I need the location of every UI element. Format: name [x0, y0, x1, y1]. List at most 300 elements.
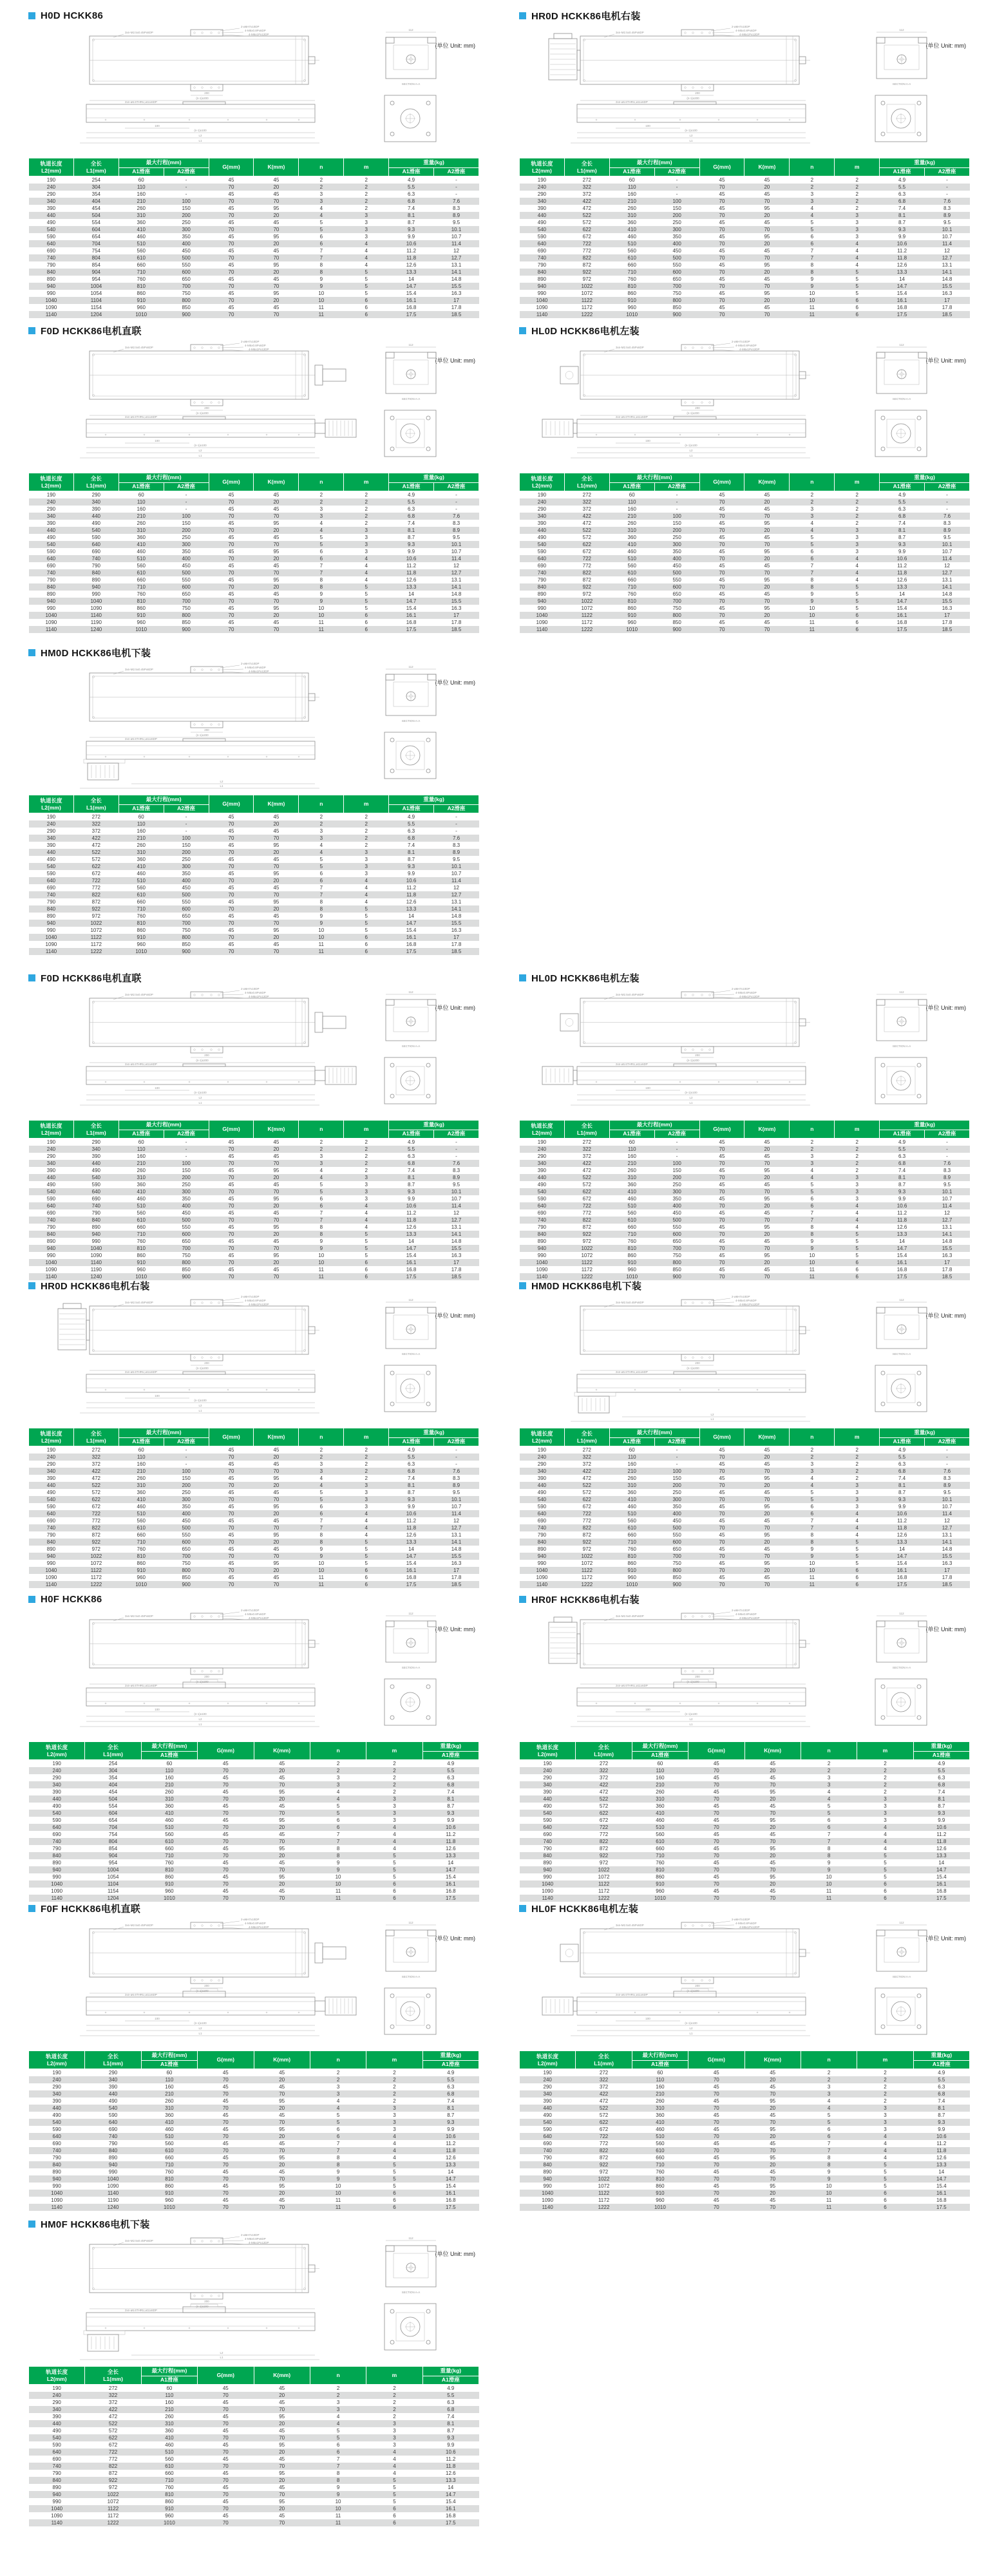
table-cell: 20 [744, 1824, 801, 1831]
table-cell: 400 [164, 1510, 209, 1517]
svg-text:L1: L1 [689, 1723, 693, 1726]
table-cell: 322 [73, 820, 119, 828]
table-cell: 790 [29, 2154, 85, 2161]
table-cell: 622 [564, 541, 609, 548]
table-cell: 1040 [73, 1245, 119, 1252]
table-cell: 70 [744, 1273, 790, 1280]
table-cell: 16.3 [925, 1252, 970, 1259]
table-cell: 4 [366, 2154, 422, 2161]
table-row [29, 534, 479, 541]
table-cell: 45 [198, 2427, 254, 2434]
table-cell: 45 [254, 1546, 299, 1553]
table-cell: 360 [141, 2112, 197, 2119]
table-row [520, 1202, 970, 1209]
technical-drawing [28, 2231, 479, 2363]
table-row [29, 2161, 479, 2168]
table-cell: 95 [254, 1873, 310, 1880]
table-cell: 990 [85, 2168, 141, 2175]
table-cell: 740 [29, 891, 74, 898]
svg-text:(n-1)x100: (n-1)x100 [194, 1712, 207, 1716]
table-cell: 3 [344, 863, 389, 870]
spec-table [519, 473, 970, 633]
table-cell: 11.2 [422, 1831, 479, 1838]
table-cell: 790 [520, 2154, 576, 2161]
table-cell: 95 [744, 1817, 801, 1824]
table-cell: 740 [85, 2133, 141, 2140]
table-cell: 8.7 [389, 856, 434, 863]
table-cell: 70 [254, 513, 299, 520]
svg-text:(n-1)x200: (n-1)x200 [687, 97, 699, 100]
table-cell: 45 [254, 1574, 299, 1581]
table-cell: 740 [520, 1217, 565, 1224]
table-cell: - [434, 813, 479, 821]
svg-text:2-ø6H7x10DP: 2-ø6H7x10DP [732, 340, 750, 343]
table-cell: 8 [299, 1531, 344, 1539]
table-cell: 17 [434, 1567, 479, 1574]
table-cell: 11.8 [880, 1524, 925, 1531]
table-cell: - [925, 1454, 970, 1461]
table-cell: 45 [254, 2168, 310, 2175]
table-cell: 100 [654, 198, 699, 205]
table-cell: 800 [654, 612, 699, 619]
table-cell: 1222 [564, 1273, 609, 1280]
table-cell: 45 [198, 2470, 254, 2477]
table-cell: 3 [299, 1153, 344, 1160]
table-cell: 70 [254, 1581, 299, 1588]
table-cell: 410 [632, 2119, 688, 2126]
table-cell: 790 [520, 576, 565, 583]
table-cell: 360 [119, 856, 164, 863]
table-cell: 1072 [576, 2183, 632, 2190]
table-row [29, 835, 479, 842]
section-header [519, 1902, 970, 1915]
svg-text:L2: L2 [198, 449, 202, 452]
table-cell: 14.7 [913, 1866, 969, 1873]
table-cell: 45 [744, 1238, 790, 1245]
table-cell: 2 [344, 1461, 389, 1468]
table-cell: 20 [254, 2392, 310, 2399]
table-row [520, 304, 970, 311]
table-cell: 360 [609, 534, 654, 541]
table-cell: 910 [141, 2505, 197, 2512]
table-cell: 20 [254, 555, 299, 562]
table-cell: 70 [198, 2463, 254, 2470]
table-cell: 7 [790, 254, 835, 261]
table-cell: 254 [73, 176, 119, 184]
table-cell: 12 [434, 884, 479, 891]
table-cell: 70 [699, 1245, 744, 1252]
table-cell: 5 [835, 1560, 880, 1567]
table-cell: 9.9 [389, 548, 434, 555]
table-cell: 45 [688, 1888, 744, 1895]
column-header: G(mm) [209, 158, 254, 176]
table-cell: 5 [835, 1245, 880, 1252]
table-cell: 45 [699, 176, 744, 184]
svg-text:4-M5x0.8Px6DP: 4-M5x0.8Px6DP [245, 1613, 266, 1616]
svg-text:(n-1)x200: (n-1)x200 [687, 1059, 699, 1062]
section-bullet-icon [28, 327, 35, 334]
table-row [520, 1553, 970, 1560]
table-cell: 1040 [29, 612, 74, 619]
table-cell: 5 [790, 219, 835, 226]
table-cell: 70 [198, 1810, 254, 1817]
table-cell: 2 [299, 1446, 344, 1454]
table-cell: 250 [654, 219, 699, 226]
table-cell: 11.8 [880, 569, 925, 576]
table-cell: 5 [857, 2175, 913, 2183]
table-cell: 3 [344, 1195, 389, 1202]
table-cell: 640 [29, 1824, 85, 1831]
table-cell: 210 [119, 835, 164, 842]
table-cell: 8 [801, 1852, 857, 1859]
column-header: m [344, 1428, 389, 1446]
table-row [29, 1266, 479, 1273]
table-cell: 790 [520, 1845, 576, 1852]
table-cell: 450 [164, 884, 209, 891]
table-cell: 150 [164, 1475, 209, 1482]
table-row [29, 612, 479, 619]
table-cell: 45 [744, 1774, 801, 1781]
table-cell: 822 [73, 891, 119, 898]
table-cell: 922 [564, 583, 609, 591]
table-cell: 5 [835, 583, 880, 591]
table-cell: 11 [299, 311, 344, 318]
table-cell: 590 [520, 233, 565, 240]
table-cell: 70 [744, 2119, 801, 2126]
table-cell: 6 [801, 1817, 857, 1824]
table-cell: 95 [254, 2183, 310, 2190]
table-cell: 510 [119, 240, 164, 247]
table-cell: 4 [366, 2448, 422, 2456]
table-cell: 472 [73, 842, 119, 849]
table-cell: 860 [119, 927, 164, 934]
table-cell: 70 [688, 1838, 744, 1845]
table-cell: 940 [29, 1866, 85, 1873]
table-cell: 5.5 [389, 184, 434, 191]
table-cell: 610 [141, 2147, 197, 2154]
table-cell: 4.9 [422, 1760, 479, 1768]
table-cell: 11.8 [422, 2463, 479, 2470]
table-cell: 960 [119, 1266, 164, 1273]
table-row [520, 205, 970, 212]
svg-text:112: 112 [899, 1298, 904, 1302]
table-cell: 45 [744, 1888, 801, 1895]
technical-drawing [28, 660, 479, 792]
table-cell: 610 [119, 1217, 164, 1224]
table-cell: 6 [835, 297, 880, 304]
column-header: n [299, 1121, 344, 1139]
table-cell: 20 [254, 1852, 310, 1859]
table-cell: 11 [801, 1895, 857, 1902]
table-cell: - [654, 1461, 699, 1468]
table-cell: 10 [299, 612, 344, 619]
table-cell: 20 [254, 1795, 310, 1803]
table-cell: 1010 [141, 2204, 197, 2211]
table-cell: 9 [801, 1866, 857, 1873]
section-bullet-icon [519, 12, 526, 19]
table-cell: 1022 [576, 2175, 632, 2183]
table-cell: 300 [164, 863, 209, 870]
table-cell: 12 [434, 562, 479, 569]
table-cell: 8.1 [880, 527, 925, 534]
table-cell: 272 [85, 2385, 141, 2392]
table-cell: 70 [744, 626, 790, 633]
table-cell: 472 [564, 1167, 609, 1174]
svg-text:L2: L2 [689, 1718, 693, 1721]
table-row [29, 276, 479, 283]
table-cell: 70 [699, 498, 744, 506]
table-cell: 2 [835, 198, 880, 205]
table-cell: 3 [344, 1503, 389, 1510]
table-cell: - [654, 1446, 699, 1454]
table-cell: 150 [164, 842, 209, 849]
table-cell: - [434, 184, 479, 191]
table-cell: 6 [299, 1202, 344, 1209]
table-cell: 6 [835, 1574, 880, 1581]
table-cell: 70 [744, 1496, 790, 1503]
column-header: m [344, 1121, 389, 1139]
table-cell: 6 [366, 1888, 422, 1895]
table-cell: 410 [119, 541, 164, 548]
table-cell: 3 [344, 1174, 389, 1181]
column-header: 全长 L1(mm) [85, 1742, 141, 1760]
svg-text:3xn-M2.5x0.45Px6DP: 3xn-M2.5x0.45Px6DP [616, 1924, 644, 1927]
table-cell: 972 [73, 1546, 119, 1553]
table-cell: 1090 [520, 304, 565, 311]
table-row [29, 1781, 479, 1788]
column-header: K(mm) [254, 158, 299, 176]
section-f0f [28, 1902, 479, 2216]
table-cell: 2 [857, 2090, 913, 2098]
table-cell: 3 [344, 226, 389, 233]
table-cell: 490 [73, 1167, 119, 1174]
table-cell: 660 [632, 2154, 688, 2161]
table-cell: 70 [209, 1567, 254, 1574]
table-cell: 860 [141, 2183, 197, 2190]
table-cell: 4 [790, 1475, 835, 1482]
table-cell: - [164, 498, 209, 506]
table-cell: - [925, 1146, 970, 1153]
table-cell: 16.8 [880, 1266, 925, 1273]
table-cell: 2 [366, 2413, 422, 2420]
table-cell: 12.6 [880, 261, 925, 269]
column-header: K(mm) [254, 2051, 310, 2069]
table-cell: 810 [632, 2175, 688, 2183]
table-row [520, 491, 970, 499]
table-cell: 11.8 [389, 254, 434, 261]
table-cell: 45 [254, 2140, 310, 2147]
table-cell: 45 [254, 856, 299, 863]
table-cell: 550 [654, 576, 699, 583]
table-cell: 95 [254, 870, 299, 877]
table-cell: 16.3 [434, 1560, 479, 1567]
table-cell: 260 [141, 2098, 197, 2105]
table-cell: 940 [520, 598, 565, 605]
table-cell: 8 [299, 1224, 344, 1231]
table-cell: 45 [198, 2140, 254, 2147]
table-cell: 95 [254, 290, 299, 297]
table-cell: 540 [29, 1810, 85, 1817]
table-cell: 2 [790, 184, 835, 191]
table-cell: 440 [29, 1174, 74, 1181]
table-cell: 2 [835, 520, 880, 527]
table-cell: 5 [835, 598, 880, 605]
svg-text:3xn-M2.5x0.45Px6DP: 3xn-M2.5x0.45Px6DP [616, 346, 644, 349]
table-cell: 540 [520, 226, 565, 233]
section-f0d [28, 324, 479, 638]
table-row [520, 2161, 970, 2168]
table-cell: 2 [344, 198, 389, 205]
table-cell: - [164, 506, 209, 513]
table-row [29, 2477, 479, 2484]
table-row [29, 1174, 479, 1181]
table-cell: 16.8 [389, 1266, 434, 1273]
table-cell: 210 [632, 1781, 688, 1788]
table-cell: 540 [29, 1496, 74, 1503]
svg-text:2-ø6H7x10DP: 2-ø6H7x10DP [732, 1609, 750, 1612]
table-cell: 45 [744, 1139, 790, 1146]
table-cell: 70 [744, 1810, 801, 1817]
table-cell: 20 [744, 2190, 801, 2197]
table-cell: 1172 [564, 1574, 609, 1581]
table-cell: 20 [744, 1259, 790, 1266]
table-cell: 45 [198, 1817, 254, 1824]
table-cell: 70 [198, 2491, 254, 2498]
table-cell: 70 [744, 598, 790, 605]
table-cell: 1090 [29, 1888, 85, 1895]
table-cell: 45 [254, 941, 299, 948]
table-cell: 45 [744, 1574, 790, 1581]
table-cell: 654 [85, 1817, 141, 1824]
table-row [29, 1788, 479, 1795]
table-cell: 2 [299, 1146, 344, 1153]
svg-text:2-ø6H7x10DP: 2-ø6H7x10DP [732, 1295, 750, 1298]
table-row [29, 498, 479, 506]
table-cell: 95 [254, 1224, 299, 1231]
table-row [520, 2076, 970, 2083]
table-cell: 4 [835, 562, 880, 569]
column-header: n [310, 1742, 366, 1760]
table-cell: 6.3 [880, 1461, 925, 1468]
table-cell: 940 [73, 583, 119, 591]
table-cell: 372 [576, 1774, 632, 1781]
table-row [29, 849, 479, 856]
table-row [29, 555, 479, 562]
table-cell: 15.5 [925, 1553, 970, 1560]
table-cell: 560 [119, 884, 164, 891]
table-cell: 160 [141, 2399, 197, 2406]
table-cell: 160 [609, 506, 654, 513]
table-cell: 6.8 [880, 198, 925, 205]
table-cell: 5.5 [913, 1767, 969, 1774]
table-cell: 45 [209, 261, 254, 269]
table-cell: 860 [119, 290, 164, 297]
table-cell: 45 [744, 1489, 790, 1496]
table-cell: 16.3 [925, 290, 970, 297]
table-cell: 45 [699, 534, 744, 541]
table-cell: 14.7 [389, 1245, 434, 1252]
table-cell: 4 [857, 2140, 913, 2147]
table-cell: 15.5 [925, 283, 970, 290]
table-cell: 11 [299, 941, 344, 948]
svg-text:100: 100 [645, 439, 650, 442]
table-cell: 900 [654, 626, 699, 633]
table-cell: 45 [254, 2197, 310, 2204]
table-cell: 70 [209, 891, 254, 898]
table-cell: 510 [119, 555, 164, 562]
svg-text:4-M5x0.8Px6DP: 4-M5x0.8Px6DP [245, 666, 266, 669]
table-cell: 4 [835, 1217, 880, 1224]
table-cell: 5 [299, 226, 344, 233]
svg-text:112: 112 [899, 1612, 904, 1615]
table-cell: 1090 [29, 304, 74, 311]
table-cell: 3 [299, 1461, 344, 1468]
table-cell: 11.2 [880, 247, 925, 254]
table-cell: 110 [609, 498, 654, 506]
table-cell: 20 [744, 2161, 801, 2168]
table-cell: 1154 [85, 1888, 141, 1895]
table-cell: 70 [209, 1146, 254, 1153]
table-cell: 16.1 [880, 1259, 925, 1266]
table-cell: 600 [654, 269, 699, 276]
table-cell: 1010 [119, 1581, 164, 1588]
table-cell: 3 [835, 548, 880, 555]
table-row [29, 828, 479, 835]
table-cell: 12.6 [880, 1224, 925, 1231]
table-cell: 700 [654, 598, 699, 605]
table-cell: 14.7 [422, 2491, 479, 2498]
table-cell: 95 [744, 1167, 790, 1174]
table-cell: 95 [744, 1531, 790, 1539]
table-cell: 800 [654, 297, 699, 304]
table-cell: 2 [801, 2069, 857, 2077]
table-cell: 190 [29, 1139, 74, 1146]
table-cell: 8.9 [925, 1174, 970, 1181]
table-cell: 11 [790, 619, 835, 626]
table-cell: 810 [119, 283, 164, 290]
table-cell: 45 [209, 828, 254, 835]
table-cell: 20 [254, 2133, 310, 2140]
table-cell: 704 [73, 240, 119, 247]
column-header: n [801, 1742, 857, 1760]
svg-text:2xn-ø6.6THRU,ø11x6DP: 2xn-ø6.6THRU,ø11x6DP [616, 100, 648, 104]
table-cell: 11 [299, 619, 344, 626]
column-header: G(mm) [198, 2051, 254, 2069]
table-cell: 990 [520, 2183, 576, 2190]
table-cell: 3 [344, 849, 389, 856]
table-cell: 17.5 [880, 1273, 925, 1280]
table-cell: 190 [29, 2385, 85, 2392]
table-cell: 95 [254, 1845, 310, 1852]
table-cell: 70 [209, 820, 254, 828]
table-cell: 450 [654, 1209, 699, 1217]
svg-text:4-M6x1Px12DP: 4-M6x1Px12DP [739, 1616, 760, 1620]
table-row [29, 254, 479, 261]
table-cell: 390 [520, 520, 565, 527]
table-cell: 70 [254, 1838, 310, 1845]
table-cell: 4 [835, 1517, 880, 1524]
table-cell: 422 [564, 513, 609, 520]
table-cell: 45 [699, 1167, 744, 1174]
table-cell: 9.5 [434, 1489, 479, 1496]
table-cell: 650 [164, 591, 209, 598]
table-row [29, 913, 479, 920]
table-cell: 70 [198, 1838, 254, 1845]
table-cell: 6 [299, 1503, 344, 1510]
table-cell: 500 [164, 569, 209, 576]
table-cell: 18.5 [434, 311, 479, 318]
table-cell: 70 [744, 1581, 790, 1588]
